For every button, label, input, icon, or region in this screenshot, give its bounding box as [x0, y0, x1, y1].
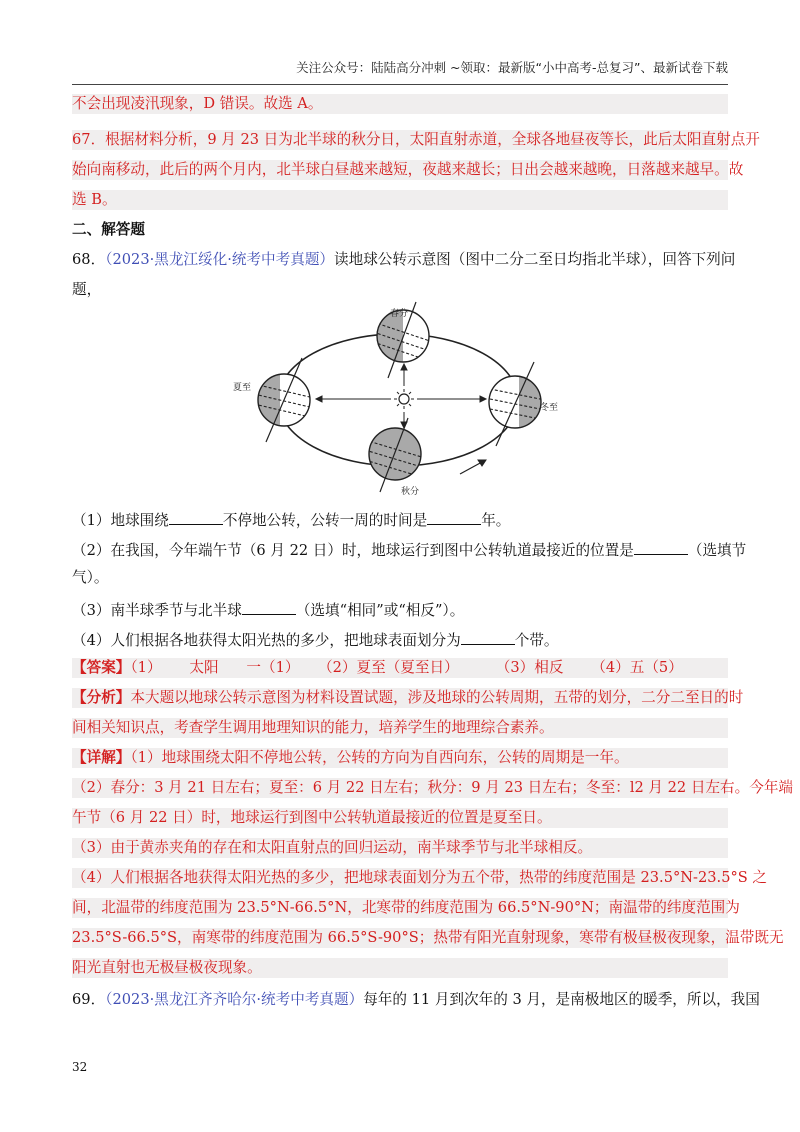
q68-number: 68． — [72, 251, 106, 268]
prev-answer-line-4: 选 B。 — [72, 190, 728, 210]
analysis-line-2: 间相关知识点，考查学生调用地理知识的能力，培养学生的地理综合素养。 — [72, 718, 728, 738]
q68-source: （2023·黑龙江绥化·统考中考真题） — [105, 251, 335, 268]
q68-sub3: （3）南半球季节与北半球 （选填“相同”或“相反”）。 — [72, 598, 728, 621]
sun-icon — [394, 389, 414, 409]
prev-answer-line-1: 不会出现凌汛现象，D 错误。故选 A。 — [72, 94, 728, 114]
earth-summer-solstice — [254, 358, 314, 442]
blank-5[interactable] — [461, 628, 515, 645]
detail-line-5: （4）人们根据各地获得太阳光热的多少，把地球表面划分为五个带，热带的纬度范围是 23.5°N-23.5°S 之 — [72, 869, 768, 886]
page-number: 32 — [72, 1060, 88, 1074]
q68-stem-line-1 — [72, 250, 736, 270]
header-rule — [72, 84, 728, 85]
q68-sub2-cont: 气）。 — [72, 569, 109, 586]
label-spring: 春分 — [390, 309, 409, 319]
q68-sub1: （1）地球围绕 不停地公转，公转一周的时间是 年。 — [72, 508, 728, 531]
page-header: 关注公众号：陆陆高分冲刺 ~领取：最新版“小中高考-总复习”、最新试卷下载 — [296, 60, 728, 75]
earth-revolution-diagram — [228, 296, 568, 498]
label-winter: 冬至 — [540, 403, 559, 413]
earth-autumn-equinox — [365, 418, 425, 492]
q69-source: （2023·黑龙江齐齐哈尔·统考中考真题） — [105, 991, 364, 1008]
detail-line-1: 【详解】（1）地球围绕太阳不停地公转，公转的方向为自西向东，公转的周期是一年。 — [72, 748, 728, 768]
detail-line-3: 午节（6 月 22 日）时，地球运行到图中公转轨道最接近的位置是夏至日。 — [72, 808, 728, 828]
section-title: 二、解答题 — [72, 221, 145, 238]
q69-stem: 69．（2023·黑龙江齐齐哈尔·统考中考真题）每年的 11 月到次年的 3 月，是南极地区的暖季，所以，我国 — [72, 991, 760, 1008]
detail-line-8: 阳光直射也无极昼极夜现象。 — [72, 958, 728, 978]
q69-number: 69． — [72, 991, 106, 1008]
q68-stem-line-2: 题， — [72, 281, 102, 298]
analysis-line-1: 【分析】本大题以地球公转示意图为材料设置试题，涉及地球的公转周期，五带的划分，二分二至日的时 — [72, 689, 744, 706]
analysis-tag: 【分析】 — [72, 689, 131, 706]
answer-line — [72, 658, 728, 678]
blank-4[interactable] — [242, 598, 296, 615]
earth-winter-solstice — [485, 362, 545, 446]
detail-line-7: 23.5°S-66.5°S，南寒带的纬度范围为 66.5°S-90°S；热带有阳光直射现象，寒带有极昼极夜现象，温带既无 — [72, 929, 784, 946]
detail-line-4: （3）由于黄赤夹角的存在和太阳直射点的回归运动，南半球季节与北半球相反。 — [72, 838, 728, 858]
q68-sub4: （4）人们根据各地获得太阳光热的多少，把地球表面划分为 个带。 — [72, 628, 728, 651]
answer-tag: 【答案】 — [72, 659, 131, 676]
label-autumn: 秋分 — [401, 487, 420, 497]
blank-2[interactable] — [427, 508, 481, 525]
q68-stem-text: 读地球公转示意图（图中二分二至日均指北半球），回答下列问 — [334, 251, 736, 268]
label-summer: 夏至 — [233, 383, 252, 393]
detail-line-6: 间，北温带的纬度范围为 23.5°N-66.5°N，北寒带的纬度范围为 66.5°N-90°N；南温带的纬度范围为 — [72, 899, 740, 916]
prev-answer-line-2: 67．根据材料分析，9 月 23 日为北半球的秋分日，太阳直射赤道，全球各地昼夜等长，此后太阳直射点开 — [72, 131, 760, 148]
q68-sub2: （2）在我国，今年端午节（6 月 22 日）时，地球运行到图中公转轨道最接近的位置是 （选填节 — [72, 538, 728, 561]
blank-1[interactable] — [169, 508, 223, 525]
prev-answer-line-3: 始向南移动，此后的两个月内，北半球白昼越来越短，夜越来越长；日出会越来越晚，日落越来越早。故 — [72, 161, 744, 178]
answer-text: （1） 太阳 一（1） （2）夏至（夏至日） （3）相反 （4）五（5） — [130, 659, 683, 676]
blank-3[interactable] — [634, 538, 688, 555]
revolution-direction-arrow — [460, 460, 486, 474]
detail-tag: 【详解】 — [72, 749, 131, 766]
detail-line-2: （2）春分：3 月 21 日左右；夏至：6 月 22 日左右；秋分：9 月 23 日左右；冬至：l2 月 22 日左右。今年端 — [72, 779, 794, 796]
